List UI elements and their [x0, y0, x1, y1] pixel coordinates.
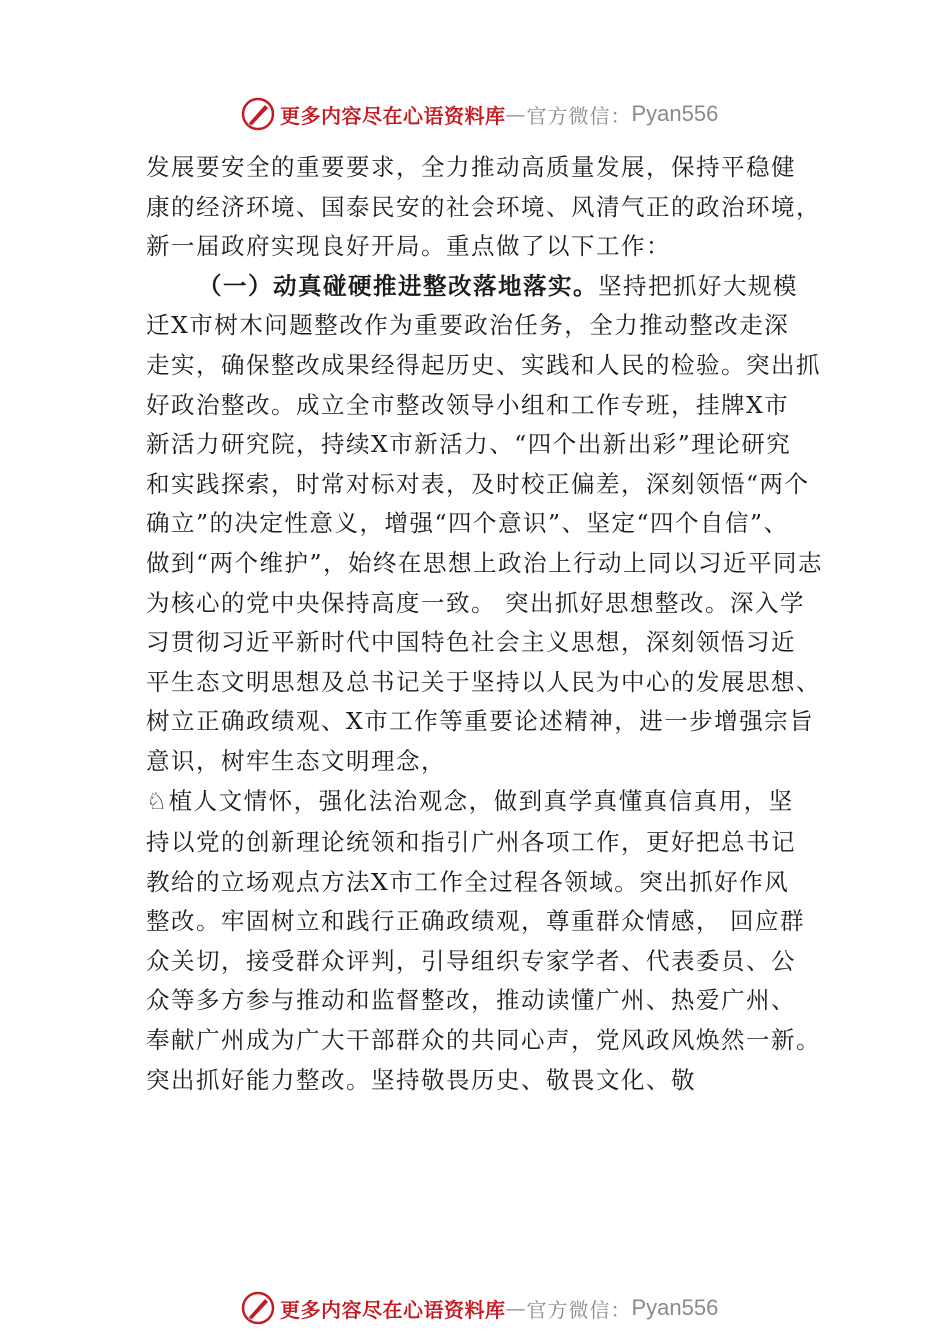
text-line: 走实，确保整改成果经得起历史、实践和人民的检验。突出抓	[146, 350, 821, 379]
banner-contact-label: 官方微信：	[526, 103, 632, 128]
text-line: 发展要安全的重要要求，全力推动高质量发展，保持平稳健	[146, 153, 796, 181]
banner-contact-id: Pyan556	[631, 1295, 719, 1320]
pen-logo-icon	[240, 1290, 276, 1326]
text-line: 教给的立场观点方法X市工作全过程各领域。突出抓好作风	[146, 867, 790, 896]
banner-brand: 更多内容尽在心语资料库	[280, 1297, 506, 1322]
text-line: 众关切，接受群众评判，引导组织专家学者、代表委员、公	[146, 946, 796, 975]
banner-separator: —	[505, 102, 527, 126]
text-line: 康的经济环境、国泰民安的社会环境、风清气正的政治环境，	[146, 192, 821, 221]
pen-logo-icon	[240, 96, 276, 132]
text-line: 整改。牢固树立和践行正确政绩观，尊重群众情感， 回应群	[146, 907, 805, 936]
text-line: 平生态文明思想及总书记关于坚持以人民为中心的发展思想、	[146, 667, 821, 696]
section-heading: （一）动真碰硬推进整改落地落实。	[198, 271, 598, 300]
text-line: 确立”的决定性意义，增强“四个意识”、坚定“四个自信”、	[146, 509, 789, 538]
footer-banner	[240, 1288, 718, 1328]
section-heading-line	[146, 267, 826, 307]
banner-separator: —	[505, 1296, 527, 1320]
text-line: 和实践探索，时常对标对表，及时校正偏差，深刻领悟“两个	[146, 469, 810, 498]
text-line: 树立正确政绩观、X市工作等重要论述精神，进一步增强宗旨	[146, 707, 815, 736]
text-line: 新活力研究院，持续X市新活力、“四个出新出彩”理论研究	[146, 430, 792, 459]
text-line: 突出抓好能力整改。坚持敬畏历史、敬畏文化、敬	[146, 1065, 696, 1094]
text-line: 奉献广州成为广大干部群众的共同心声，党风政风焕然一新。	[146, 1026, 821, 1055]
banner-contact-id: Pyan556	[631, 101, 719, 126]
text-line: 持以党的创新理论统领和指引广州各项工作，更好把总书记	[146, 828, 796, 857]
text-line: 众等多方参与推动和监督整改，推动读懂广州、热爱广州、	[146, 986, 796, 1015]
section-heading-rest: 坚持把抓好大规模	[598, 271, 798, 300]
banner-brand: 更多内容尽在心语资料库	[280, 103, 506, 128]
text-line: 习贯彻习近平新时代中国特色社会主义思想，深刻领悟习近	[146, 628, 796, 657]
text-line: ♘植人文情怀，强化法治观念，做到真学真懂真信真用，坚	[146, 786, 794, 815]
text-line: 好政治整改。成立全市整改领导小组和工作专班，挂牌X市	[146, 390, 790, 419]
text-line: 新一届政府实现良好开局。重点做了以下工作：	[146, 232, 671, 261]
banner-contact-label: 官方微信：	[526, 1297, 632, 1322]
text-line: 做到“两个维护”，始终在思想上政治上行动上同以习近平同志	[146, 548, 824, 577]
text-line: 迁X市树木问题整改作为重要政治任务，全力推动整改走深	[146, 311, 790, 340]
document-body	[146, 148, 826, 1100]
text-line: 为核心的党中央保持高度一致。 突出抓好思想整改。深入学	[146, 588, 805, 617]
header-banner	[240, 94, 718, 134]
text-line: 意识，树牢生态文明理念，	[146, 746, 446, 775]
